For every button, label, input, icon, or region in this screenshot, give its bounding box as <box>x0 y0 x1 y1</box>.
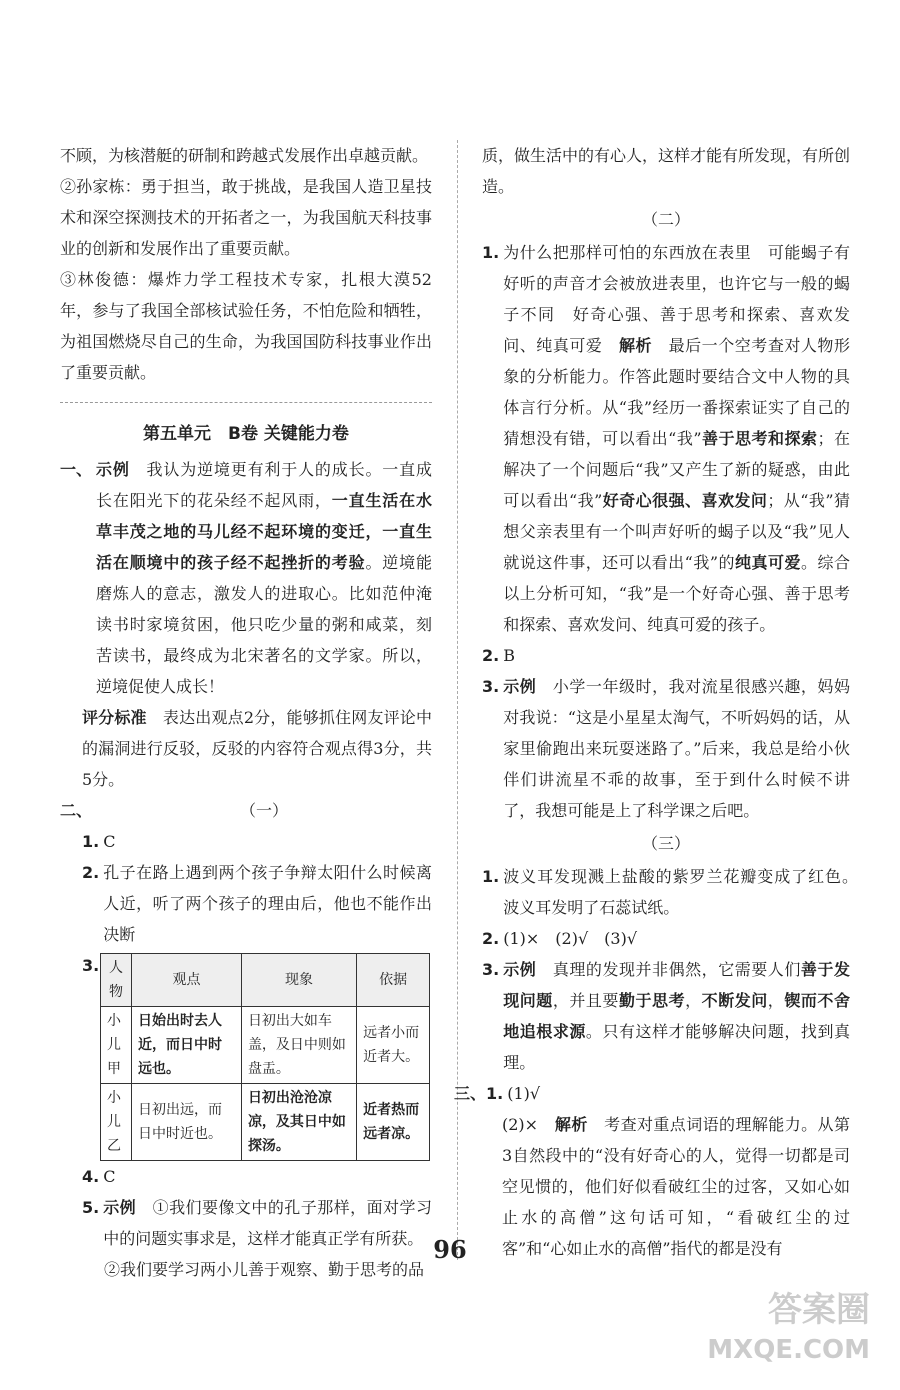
question-answer: (1)× (2)√ (3)√ <box>503 929 638 948</box>
answer-text: 。逆境能磨炼人的意志，激发人的进取心。比如范仲淹读书时家境贫困，他只吃少量的粥和咸菜，刻苦读书，最终成为北宋著名的文学家。所以，逆境促使人成长！ <box>96 553 432 696</box>
answer-text: (2)× <box>502 1115 539 1134</box>
section-number: 三、1. <box>454 1084 504 1103</box>
example-label: 示例 <box>96 460 130 479</box>
question-number: 3. <box>482 960 500 979</box>
table-header: 现象 <box>241 954 356 1007</box>
question-item <box>60 826 432 857</box>
question-item <box>60 1161 432 1192</box>
answer-key-text: 善于发现问题 <box>503 960 850 1010</box>
answer-text: ， <box>685 991 702 1010</box>
table-cell: 日初出沧沧凉凉，及其日中如探汤。 <box>241 1084 356 1161</box>
answer-text: 我认为逆境更有利于人的成长。一直成长在阳光下的花朵经不起风雨， <box>96 460 432 510</box>
example-label: 示例 <box>503 677 537 696</box>
scoring-standard <box>60 702 432 795</box>
section-three <box>454 1078 850 1109</box>
answer-text: ，并且要 <box>552 991 619 1010</box>
question-number: 3. <box>82 956 100 975</box>
question-item <box>482 640 850 671</box>
analysis-text: 最后一个空考查对人物形象的分析能力。作答此题时要结合文中人物的具体言行分析。从“我”经历一番探索证实了自己的猜想没有错，可以看出“我” <box>503 336 850 448</box>
question-answer: 波义耳发现溅上盐酸的紫罗兰花瓣变成了红色。 波义耳发明了石蕊试纸。 <box>503 867 867 917</box>
question-item <box>482 923 850 954</box>
answer-text: ， <box>767 991 785 1010</box>
example-label: 示例 <box>503 960 537 979</box>
scoring-text: 表达出观点2分，能够抓住网友评论中的漏洞进行反驳，反驳的内容符合观点得3分，共5分。 <box>82 708 432 789</box>
section-one-answer <box>96 454 432 702</box>
table-cell: 日始出时去人近，而日中时远也。 <box>132 1007 242 1084</box>
question-number: 1. <box>482 867 500 886</box>
scoring-label: 评分标准 <box>82 708 147 727</box>
analysis-text: 。综合以上分析可知，“我”是一个好奇心强、善于思考和探索、喜欢发问、纯真可爱的孩子。 <box>503 553 850 634</box>
page-number: 96 <box>433 1235 467 1264</box>
answer-text: 。只有这样才能够解决问题，找到真理。 <box>503 1022 850 1072</box>
question-answer: 孔子在路上遇到两个孩子争辩太阳什么时候离人近，听了两个孩子的理由后，他也不能作出决断 <box>103 863 432 944</box>
question-item <box>482 671 850 826</box>
right-column <box>454 140 867 1264</box>
question-number: 1. <box>82 832 100 851</box>
question-answer: (1)√ <box>507 1084 541 1103</box>
left-column <box>60 140 432 1285</box>
analysis-key-text: 纯真可爱 <box>735 553 801 572</box>
analysis-label: 解析 <box>554 1115 588 1134</box>
section-number: 二、 <box>60 801 93 820</box>
section-number: 一、 <box>60 460 93 479</box>
answer-text: 真理的发现并非偶然，它需要人们 <box>552 960 801 979</box>
section-two-header <box>60 795 432 826</box>
paragraph: ②孙家栋：勇于担当，敢于挑战，是我国人造卫星技术和深空探测技术的开拓者之一，为我国航天科技事业的创新和发展作出了重要贡献。 <box>60 177 432 258</box>
example-label: 示例 <box>103 1198 137 1217</box>
analysis-text: 考查对重点词语的理解能力。从第3自然段中的“没有好奇心的人，觉得一切都是司空见惯的，他们好似看破红尘的过客，又如心如止水的高僧”这句话可知，“看破红尘的过客”和“心如止水的高僧”指代的都是没有 <box>502 1115 850 1258</box>
table-row <box>101 1007 430 1084</box>
question-number: 3. <box>482 677 500 696</box>
subsection-title: （二） <box>641 210 690 229</box>
table-header: 观点 <box>132 954 242 1007</box>
table-header: 依据 <box>357 954 430 1007</box>
question-number: 2. <box>482 929 500 948</box>
section-one <box>60 454 432 702</box>
table-cell: 小儿乙 <box>101 1084 132 1161</box>
answer-text: 小学一年级时，我对流星很感兴趣，妈妈对我说：“这是小星星太淘气，不听妈妈的话，从家里偷跑出来玩耍迷路了。”后来，我总是给小伙伴们讲流星不乖的故事，至于到什么时候不讲了，我想可能是上了科学课之后吧。 <box>503 677 850 820</box>
question-item <box>482 237 850 640</box>
table-cell: 小儿甲 <box>101 1007 132 1084</box>
table-cell: 远者小而近者大。 <box>357 1007 430 1084</box>
unit-title: 第五单元 B卷 关键能力卷 <box>143 424 349 444</box>
paragraph: 质，做生活中的有心人，这样才能有所发现，有所创造。 <box>482 146 851 196</box>
answer-key-text: 不断发问 <box>701 991 768 1010</box>
answer-key-text: 勤于思考 <box>618 991 686 1010</box>
subsection-title: （一） <box>240 801 289 820</box>
question-number: 2. <box>82 863 100 882</box>
paragraph: 不顾，为核潜艇的研制和跨越式发展作出卓越贡献。 <box>60 146 429 165</box>
answer-key-text: 锲而不舍地追根求源 <box>503 991 850 1041</box>
question-item <box>60 857 432 950</box>
question-answer: B <box>503 646 515 665</box>
analysis-label: 解析 <box>618 336 653 355</box>
question-number: 2. <box>482 646 500 665</box>
answer-text: 为什么把那样可怕的东西放在表里 可能蝎子有好听的声音才会被放进表里，也许它与一般的蝎子不同 好奇心强、善于思考和探索、喜欢发问、纯真可爱 <box>503 243 850 355</box>
watermark-logo: 答案圈 MXQE.COM <box>707 1290 870 1365</box>
analysis-key-text: 善于思考和探索 <box>701 429 818 448</box>
table-cell: 日初出远，而日中时近也。 <box>132 1084 242 1161</box>
question-item <box>482 861 867 923</box>
paragraph: ③林俊德：爆炸力学工程技术专家，扎根大漠52年，参与了我国全部核试验任务，不怕危险和牺牲，为祖国燃烧尽自己的生命，为我国国防科技事业作出了重要贡献。 <box>60 270 432 382</box>
question-answer <box>503 954 850 1078</box>
question-answer <box>503 671 850 826</box>
question-number: 5. <box>82 1198 100 1217</box>
table-row <box>101 1084 430 1161</box>
answer-key-text: 一直生活在水草丰茂之地的马儿经不起环境的变迁，一直生活在顺境中的孩子经不起挫折的考验 <box>96 491 432 572</box>
question-number: 4. <box>82 1167 100 1186</box>
analysis-text: ；在解决了一个问题后“我”又产生了新的疑惑，由此可以看出“我” <box>503 429 850 510</box>
question-answer <box>503 237 850 640</box>
question-answer: C <box>103 1167 116 1186</box>
question-number: 1. <box>482 243 500 262</box>
answer-table <box>100 953 430 1161</box>
section-separator <box>60 402 432 403</box>
analysis-key-text: 好奇心很强、喜欢发问 <box>602 491 768 510</box>
table-header: 人物 <box>101 954 132 1007</box>
table-cell: 日初出大如车盖，及日中则如盘盂。 <box>241 1007 356 1084</box>
subsection-title: （三） <box>641 834 690 853</box>
analysis-text: ；从“我”猜想父亲表里有一个叫声好听的蝎子以及“我”见人就说这件事，还可以看出“我”的 <box>503 491 850 572</box>
answer-text: ①我们要像文中的孔子那样，面对学习中的问题实事求是，这样才能真正学有所获。 <box>103 1198 432 1248</box>
table-cell: 近者热而远者凉。 <box>357 1084 430 1161</box>
question-answer: C <box>103 832 116 851</box>
answer-text: ②我们要学习两小儿善于观察、勤于思考的品 <box>104 1260 425 1279</box>
question-item <box>482 954 850 1078</box>
